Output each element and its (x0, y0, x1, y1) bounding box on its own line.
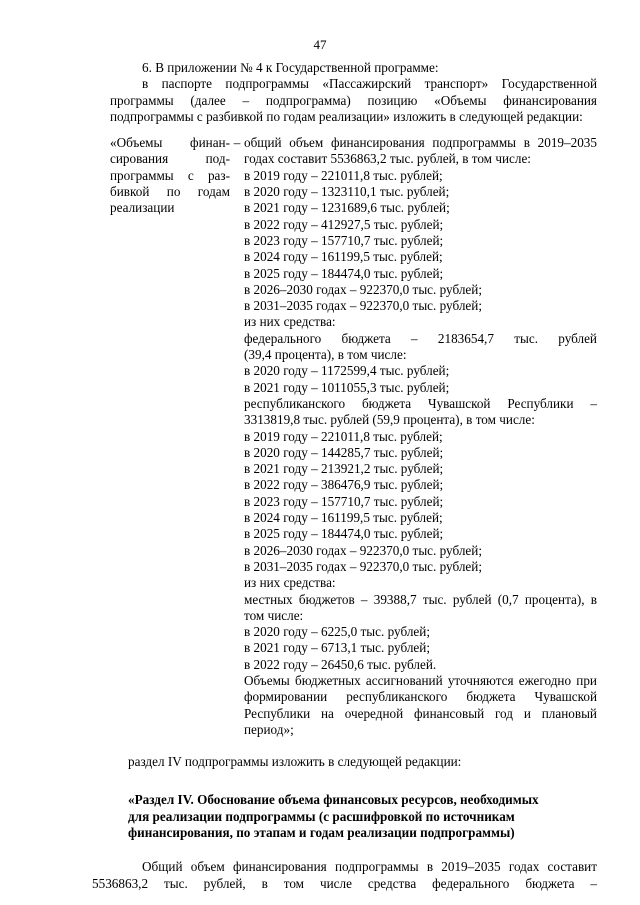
year-line: в 2025 году – 184474,0 тыс. рублей; (244, 526, 444, 542)
passport-dash: – (233, 135, 241, 151)
document-body (92, 60, 597, 892)
sources-heading: из них средства: (244, 575, 336, 591)
year-line: в 2031–2035 годах – 922370,0 тыс. рублей; (244, 298, 482, 314)
section-instruction: раздел IV подпрограммы изложить в следующей редакции: (128, 754, 462, 770)
year-line: в 2021 году – 213921,2 тыс. рублей; (244, 461, 444, 477)
year-line: в 2020 году – 144285,7 тыс. рублей; (244, 444, 444, 460)
section-title-line: финансирования, по этапам и годам реализации подпрограммы) (128, 825, 515, 841)
sources-heading: из них средства: (244, 314, 336, 330)
year-line: в 2024 году – 161199,5 тыс. рублей; (244, 249, 443, 265)
year-line: в 2022 году – 412927,5 тыс. рублей; (244, 216, 444, 232)
final-paragraph (92, 859, 597, 892)
year-line: в 2022 году – 386476,9 тыс. рублей; (244, 477, 444, 493)
year-line: в 2023 году – 157710,7 тыс. рублей; (244, 493, 444, 509)
federal-budget-share: (39,4 процента), в том числе: (244, 347, 407, 363)
section-title-line: для реализации подпрограммы (с расшифровкой по источникам (128, 808, 515, 824)
financing-total: общий объем финансирования подпрограммы в 2019–2035 годах составит 5536863,2 тыс. рублей, в том числе: (244, 135, 597, 167)
intro-text: в паспорте подпрограммы «Пассажирский транспорт» Государственной программы (далее – подпрограмма) позицию «Объемы финансирования подпрограммы с разбивкой по годам реализации» изложить в следующей редакции: (110, 76, 597, 124)
year-line: в 2031–2035 годах – 922370,0 тыс. рублей; (244, 558, 482, 574)
federal-budget: федерального бюджета – 2183654,7 тыс. рублей (244, 330, 597, 346)
passport-values (244, 135, 597, 738)
allocations-note: Объемы бюджетных ассигнований уточняются ежегодно при формировании республиканского бюджета Чувашской Республики на очередной финансовый год и плановый период»; (244, 672, 597, 737)
republican-budget: республиканского бюджета Чувашской Республики – 3313819,8 тыс. рублей (59,9 процента), в том числе: (244, 395, 597, 428)
final-paragraph-line: Общий объем финансирования подпрограммы в 2019–2035 годах составит (142, 859, 597, 875)
year-line: в 2026–2030 годах – 922370,0 тыс. рублей; (244, 281, 482, 297)
year-line: в 2019 году – 221011,8 тыс. рублей; (244, 167, 443, 183)
page-number: 47 (313, 37, 327, 52)
section-title-line: «Раздел IV. Обоснование объема финансовых ресурсов, необходимых (128, 792, 539, 808)
year-line: в 2021 году – 6713,1 тыс. рублей; (244, 640, 430, 656)
year-line: в 2026–2030 годах – 922370,0 тыс. рублей; (244, 542, 482, 558)
year-line: в 2025 году – 184474,0 тыс. рублей; (244, 265, 444, 281)
year-line: в 2020 году – 1323110,1 тыс. рублей; (244, 184, 450, 200)
year-line: в 2019 году – 221011,8 тыс. рублей; (244, 428, 443, 444)
local-budget: местных бюджетов – 39388,7 тыс. рублей (0,7 процента), в том числе: (244, 591, 597, 623)
passport-label: «Объемы финан-сирования под-программы с раз-бивкой по годам реализации (110, 135, 230, 216)
year-line: в 2023 году – 157710,7 тыс. рублей; (244, 232, 444, 248)
year-line: в 2021 году – 1231689,6 тыс. рублей; (244, 200, 450, 216)
year-line: в 2020 году – 6225,0 тыс. рублей; (244, 624, 430, 640)
intro-item: 6. В приложении № 4 к Государственной программе: (142, 60, 439, 75)
year-line: в 2022 году – 26450,6 тыс. рублей. (244, 656, 437, 672)
section-title (110, 792, 597, 841)
passport-row (110, 135, 597, 738)
year-line: в 2024 году – 161199,5 тыс. рублей; (244, 510, 443, 526)
final-paragraph-line: 5536863,2 тыс. рублей, в том числе средства федерального бюджета – (92, 875, 597, 891)
year-line: в 2021 году – 1011055,3 тыс. рублей; (244, 379, 450, 395)
year-line: в 2020 году – 1172599,4 тыс. рублей; (244, 363, 450, 379)
